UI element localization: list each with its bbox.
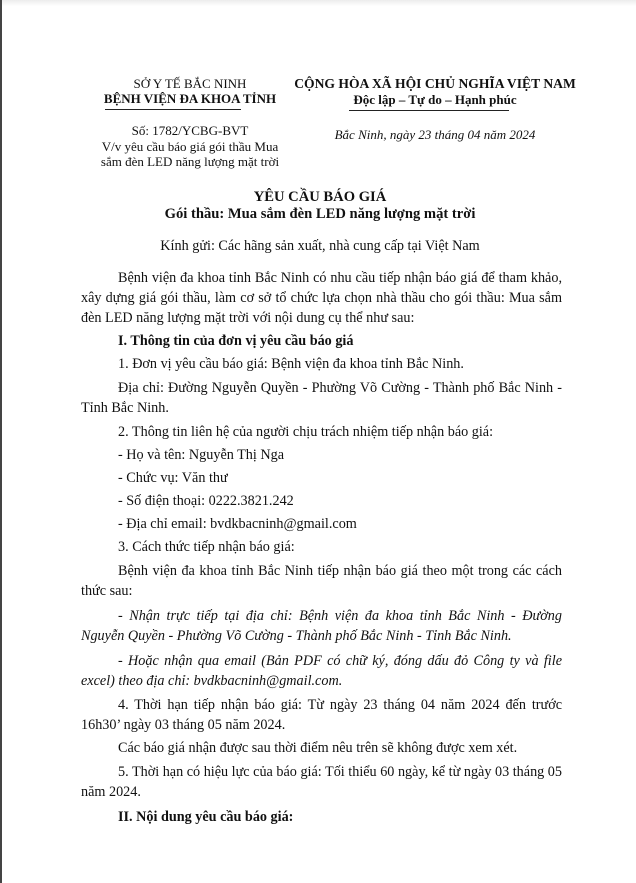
hospital-underline: [105, 109, 241, 110]
viewer-top-shadow: [2, 0, 636, 6]
contact-info-heading: 2. Thông tin liên hệ của người chịu trách nhiệm tiếp nhận báo giá:: [118, 424, 494, 440]
intro-paragraph: [81, 268, 562, 328]
receipt-method-direct: [81, 606, 562, 646]
subject-line-2: sắm đèn LED năng lượng mặt trời: [100, 154, 280, 169]
subject-line-1: V/v yêu cầu báo giá gói thầu Mua: [101, 139, 279, 154]
contact-position: - Chức vụ: Văn thư: [118, 470, 228, 486]
document-title: YÊU CẦU BÁO GIÁ: [253, 189, 387, 205]
contact-phone: - Số điện thoại: 0222.3821.242: [118, 493, 294, 509]
receipt-method-email-text: - Hoặc nhận qua email (Bản PDF có chữ ký, đóng dấu đỏ Công ty và file excel) theo địa chỉ: bvdkbacninh@gmail.com.: [81, 653, 562, 689]
validity-paragraph: [81, 762, 562, 802]
receipt-method-heading: 3. Cách thức tiếp nhận báo giá:: [118, 539, 295, 555]
document-number: Số: 1782/YCBG-BVT: [131, 123, 249, 138]
requester-unit: 1. Đơn vị yêu cầu báo giá: Bệnh viện đa khoa tỉnh Bắc Ninh.: [118, 356, 464, 372]
late-submission-note: Các báo giá nhận được sau thời điểm nêu trên sẽ không được xem xét.: [118, 740, 518, 756]
validity-text: 5. Thời hạn có hiệu lực của báo giá: Tối thiểu 60 ngày, kể từ ngày 03 tháng 05 năm 2024.: [81, 764, 562, 800]
package-title: Gói thầu: Mua sắm đèn LED năng lượng mặt trời: [164, 206, 476, 222]
address-paragraph: [81, 378, 562, 418]
department-name: SỞ Y TẾ BẮC NINH: [133, 76, 247, 91]
place-date: Bắc Ninh, ngày 23 tháng 04 năm 2024: [334, 127, 536, 142]
deadline-text: 4. Thời hạn tiếp nhận báo giá: Từ ngày 23 tháng 04 năm 2024 đến trước 16h30’ ngày 03 tháng 05 năm 2024.: [81, 697, 562, 733]
viewer-left-border: [0, 0, 2, 883]
contact-email: - Địa chỉ email: bvdkbacninh@gmail.com: [118, 516, 357, 532]
national-motto: Độc lập – Tự do – Hạnh phúc: [353, 92, 517, 107]
recipient-line: Kính gửi: Các hãng sản xuất, nhà cung cấp tại Việt Nam: [160, 238, 480, 254]
intro-text: Bệnh viện đa khoa tỉnh Bắc Ninh có nhu cầu tiếp nhận báo giá để tham khảo, xây dựng giá gói thầu, làm cơ sở tổ chức lựa chọn nhà thầu cho gói thầu: Mua sắm đèn LED năng lượng mặt trời với nội dung cụ thể như sau:: [81, 270, 562, 326]
section-1-heading: I. Thông tin của đơn vị yêu cầu báo giá: [118, 333, 354, 349]
country-name: CỘNG HÒA XÃ HỘI CHỦ NGHĨA VIỆT NAM: [294, 76, 576, 91]
address-text: Địa chỉ: Đường Nguyễn Quyền - Phường Võ Cường - Thành phố Bắc Ninh - Tỉnh Bắc Ninh.: [81, 380, 562, 416]
hospital-name: BỆNH VIỆN ĐA KHOA TỈNH: [103, 91, 277, 106]
receipt-method-intro: [81, 561, 562, 601]
section-2-heading: II. Nội dung yêu cầu báo giá:: [118, 809, 294, 825]
deadline-paragraph: [81, 695, 562, 735]
receipt-method-direct-text: - Nhận trực tiếp tại địa chỉ: Bệnh viện đa khoa tỉnh Bắc Ninh - Đường Nguyễn Quyền - Phường Võ Cường - Thành phố Bắc Ninh - Tỉnh Bắc Ninh.: [81, 608, 562, 644]
receipt-method-email: [81, 651, 562, 691]
receipt-method-intro-text: Bệnh viện đa khoa tỉnh Bắc Ninh tiếp nhận báo giá theo một trong các cách thức sau:: [81, 563, 562, 599]
contact-name: - Họ và tên: Nguyễn Thị Nga: [118, 447, 285, 463]
motto-underline: [349, 110, 509, 111]
